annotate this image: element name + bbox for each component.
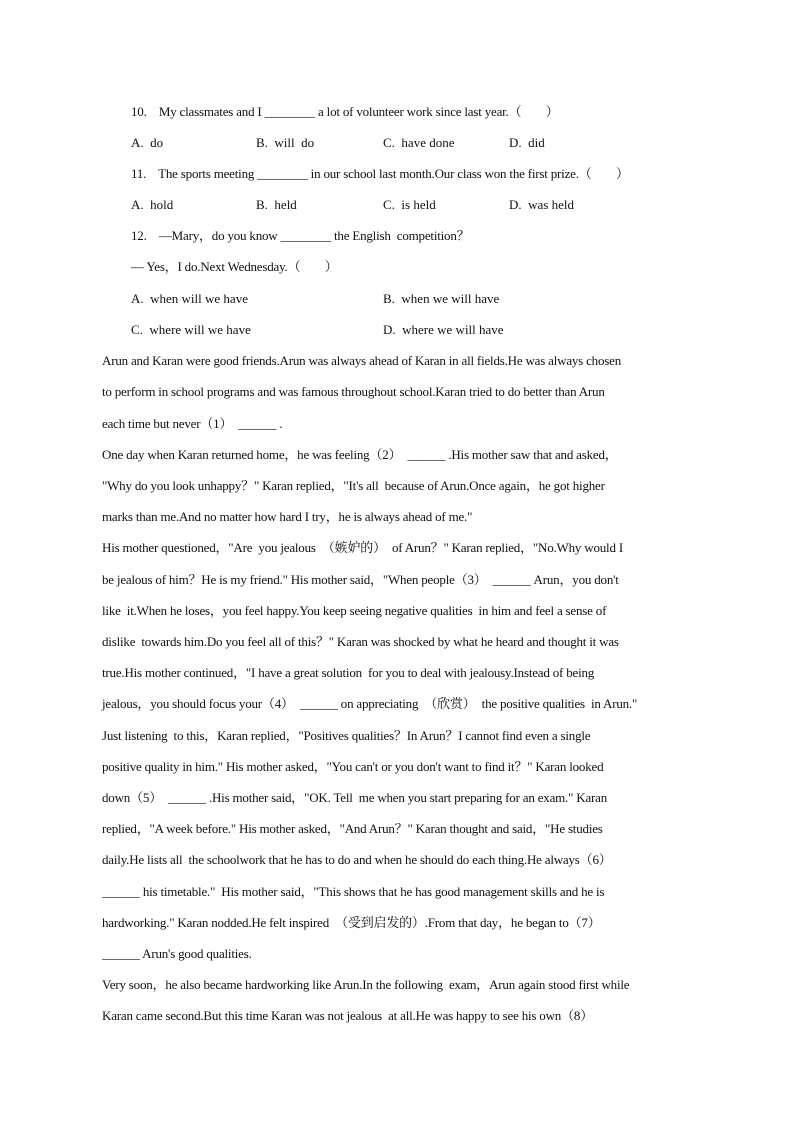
passage-line: Karan came second.But this time Karan was not jealous at all.He was happy to see his own（8） bbox=[102, 1008, 593, 1023]
passage-line: true.His mother continued，"I have a great solution for you to deal with jealousy.Instead of being bbox=[102, 665, 595, 680]
passage-line: "Why do you look unhappy？" Karan replied，"It's all because of Arun.Once again，he got higher bbox=[102, 478, 605, 493]
passage-line: Very soon，he also became hardworking like Arun.In the following exam，Arun again stood first while bbox=[102, 977, 630, 992]
question-12-stem: 12. —Mary，do you know ________ the English competition？ bbox=[131, 228, 470, 243]
passage-line: like it.When he loses，you feel happy.You keep seeing negative qualities in him and feel a sense of bbox=[102, 603, 607, 618]
question-11-option-b: B. held bbox=[256, 197, 297, 212]
question-12-reply: — Yes，I do.Next Wednesday.（ ） bbox=[131, 259, 338, 274]
passage-line: dislike towards him.Do you feel all of this？" Karan was shocked by what he heard and thought it was bbox=[102, 634, 619, 649]
passage-line: ______ Arun's good qualities. bbox=[102, 946, 252, 961]
passage-line: replied，"A week before." His mother asked，"And Arun？" Karan thought and said，"He studies bbox=[102, 821, 603, 836]
passage-line: One day when Karan returned home，he was feeling（2） ______ .His mother saw that and asked， bbox=[102, 447, 618, 462]
passage-line: to perform in school programs and was famous throughout school.Karan tried to do better than Arun bbox=[102, 384, 605, 399]
passage-line: hardworking." Karan nodded.He felt inspired （受到启发的）.From that day，he began to（7） bbox=[102, 915, 601, 930]
passage-line: down（5） ______ .His mother said，"OK. Tell me when you start preparing for an exam." Karan bbox=[102, 790, 608, 805]
question-10-option-c: C. have done bbox=[383, 135, 455, 150]
question-11-option-a: A. hold bbox=[131, 197, 174, 212]
question-10-option-b: B. will do bbox=[256, 135, 315, 150]
question-12-option-c: C. where will we have bbox=[131, 322, 251, 337]
question-11-option-d: D. was held bbox=[509, 197, 574, 212]
passage-line: Arun and Karan were good friends.Arun was always ahead of Karan in all fields.He was always chosen bbox=[102, 353, 621, 368]
passage-line: marks than me.And no matter how hard I try，he is always ahead of me." bbox=[102, 509, 473, 524]
passage-line: Just listening to this，Karan replied，"Positives qualities？In Arun？I cannot find even a single bbox=[102, 728, 591, 743]
question-12-option-a: A. when will we have bbox=[131, 291, 248, 306]
passage-line: daily.He lists all the schoolwork that he has to do and when he should do each thing.He always（6） bbox=[102, 852, 612, 867]
passage-line: be jealous of him？He is my friend." His mother said，"When people（3） ______ Arun，you don't bbox=[102, 572, 619, 587]
question-11-stem: 11. The sports meeting ________ in our school last month.Our class won the first prize.（ ） bbox=[131, 166, 629, 181]
question-12-option-d: D. where we will have bbox=[383, 322, 504, 337]
passage-line: ______ his timetable." His mother said，"This shows that he has good management skills and he is bbox=[102, 884, 605, 899]
question-10-option-d: D. did bbox=[509, 135, 545, 150]
passage-line: each time but never（1） ______ . bbox=[102, 416, 283, 431]
passage-line: jealous，you should focus your（4） ______ on appreciating （欣赏） the positive qualities in Arun." bbox=[102, 696, 638, 711]
question-11-option-c: C. is held bbox=[383, 197, 436, 212]
question-10-option-a: A. do bbox=[131, 135, 164, 150]
passage-line: positive quality in him." His mother asked，"You can't or you don't want to find it？" Karan looked bbox=[102, 759, 604, 774]
question-12-option-b: B. when we will have bbox=[383, 291, 500, 306]
passage-line: His mother questioned，"Are you jealous （嫉妒的） of Arun？" Karan replied，"No.Why would I bbox=[102, 540, 623, 555]
question-10-stem: 10. My classmates and I ________ a lot of volunteer work since last year.（ ） bbox=[131, 104, 559, 119]
